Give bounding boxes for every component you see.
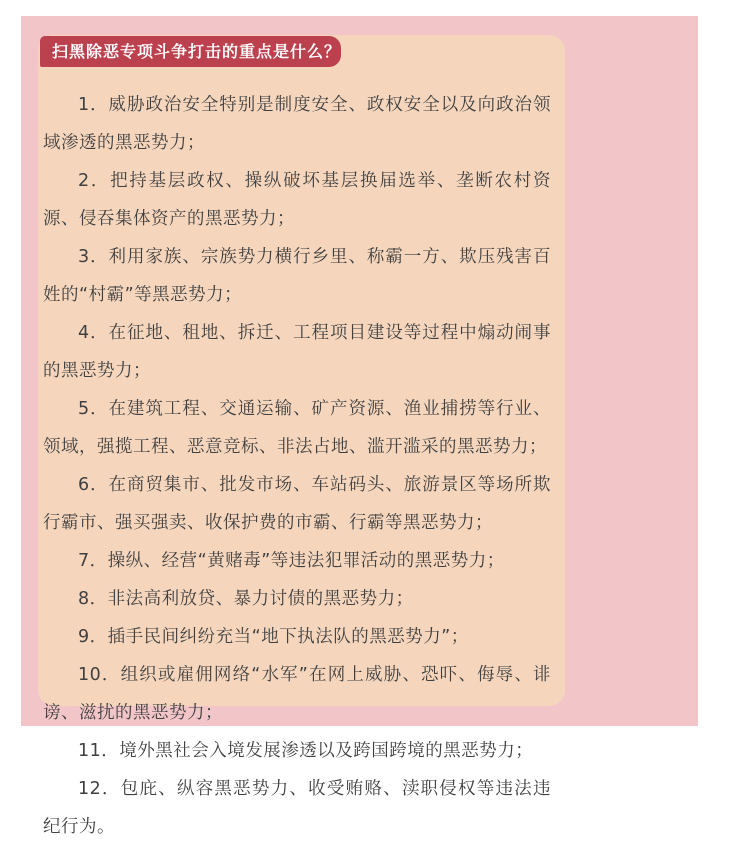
- list-item: 5．在建筑工程、交通运输、矿产资源、渔业捕捞等行业、领域，强揽工程、恶意竞标、非法占地、滥开滥采的黑恶势力；: [43, 399, 551, 457]
- list-item: 3．利用家族、宗族势力横行乡里、称霸一方、欺压残害百姓的“村霸”等黑恶势力；: [43, 247, 551, 305]
- title-banner: [40, 36, 341, 67]
- list-item: 6．在商贸集市、批发市场、车站码头、旅游景区等场所欺行霸市、强买强卖、收保护费的市霸、行霸等黑恶势力；: [43, 475, 551, 533]
- list-item: 2．把持基层政权、操纵破坏基层换届选举、垄断农村资源、侵吞集体资产的黑恶势力；: [43, 171, 551, 229]
- page-title: 扫黑除恶专项斗争打击的重点是什么？: [52, 42, 342, 61]
- content-card: [38, 35, 565, 837]
- list-item: 4．在征地、租地、拆迁、工程项目建设等过程中煽动闹事的黑恶势力；: [43, 323, 551, 381]
- list-item: 8．非法高利放贷、暴力讨债的黑恶势力；: [78, 589, 414, 609]
- pink-panel: [21, 16, 698, 837]
- list-item: 7．操纵、经营“黄赌毒”等违法犯罪活动的黑恶势力；: [78, 551, 505, 571]
- item-list: [38, 35, 565, 837]
- list-item: 12．包庇、纵容黑恶势力、收受贿赂、渎职侵权等违法违纪行为。: [43, 779, 551, 837]
- list-item: 10．组织或雇佣网络“水军”在网上威胁、恐吓、侮辱、诽谤、滋扰的黑恶势力；: [43, 665, 551, 723]
- list-item: 9．插手民间纠纷充当“地下执法队的黑恶势力”；: [78, 627, 469, 647]
- list-item: 11．境外黑社会入境发展渗透以及跨国跨境的黑恶势力；: [78, 741, 534, 761]
- list-item: 1．威胁政治安全特别是制度安全、政权安全以及向政治领域渗透的黑恶势力；: [43, 95, 551, 153]
